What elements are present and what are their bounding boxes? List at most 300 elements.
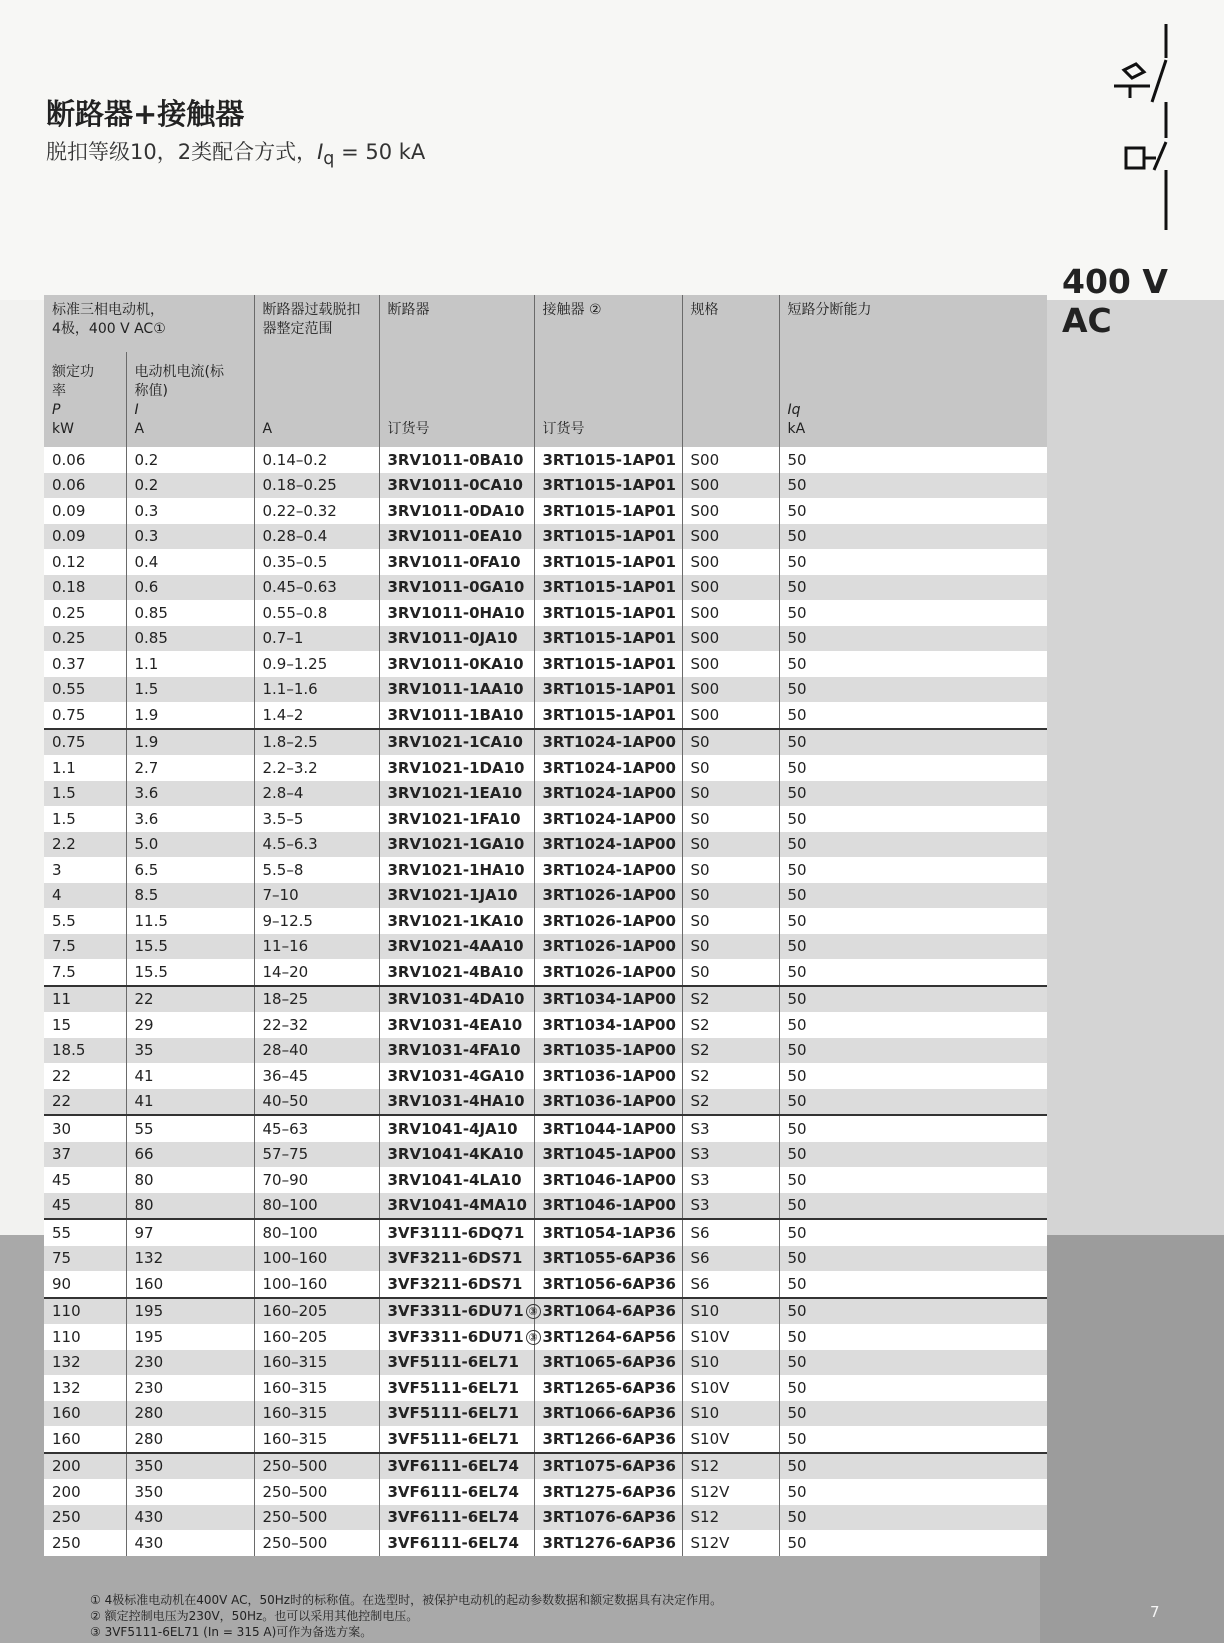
power-cell-text: 250 bbox=[52, 1533, 81, 1552]
breaker-cell bbox=[379, 959, 534, 986]
contactor-cell-text: 3RT1055-6AP36 bbox=[542, 1249, 676, 1268]
range-cell-text: 160–205 bbox=[262, 1302, 328, 1321]
current-cell-text: 80 bbox=[134, 1170, 154, 1189]
breaker-cell-text: 3VF5111-6EL71 bbox=[387, 1353, 519, 1372]
range-cell-text: 22–32 bbox=[262, 1015, 309, 1034]
power-cell bbox=[44, 1271, 126, 1298]
size-cell bbox=[682, 1038, 779, 1064]
breaker-cell bbox=[379, 908, 534, 934]
header-range-text: 断路器过载脱扣器整定范围 bbox=[262, 302, 361, 337]
short-circuit-cell-text: 50 bbox=[787, 1302, 807, 1321]
table-row bbox=[44, 729, 1047, 756]
power-cell-text: 160 bbox=[52, 1429, 81, 1448]
contactor-cell-text: 3RT1024-1AP00 bbox=[542, 860, 676, 879]
table-row bbox=[44, 1530, 1047, 1556]
size-cell bbox=[682, 1375, 779, 1401]
contactor-cell-text: 3RT1064-6AP36 bbox=[542, 1302, 676, 1321]
table-row bbox=[44, 806, 1047, 832]
footnote-ref: ③ bbox=[526, 1304, 541, 1319]
contactor-cell bbox=[534, 1298, 682, 1325]
power-cell bbox=[44, 781, 126, 807]
range-cell bbox=[254, 575, 379, 601]
current-cell bbox=[126, 806, 254, 832]
power-cell bbox=[44, 549, 126, 575]
header-contactor-note: ② bbox=[588, 302, 602, 318]
contactor-cell-text: 3RT1054-1AP36 bbox=[542, 1223, 676, 1242]
short-circuit-cell-text: 50 bbox=[787, 1429, 807, 1448]
range-cell-text: 160–315 bbox=[262, 1404, 328, 1423]
power-cell-text: 55 bbox=[52, 1223, 72, 1242]
short-circuit-cell bbox=[779, 702, 1047, 729]
breaker-cell-text: 3RV1021-4AA10 bbox=[387, 937, 524, 956]
current-cell bbox=[126, 600, 254, 626]
size-cell-text: S3 bbox=[690, 1170, 710, 1189]
range-cell bbox=[254, 1479, 379, 1505]
current-cell-text: 29 bbox=[134, 1015, 154, 1034]
power-cell-text: 75 bbox=[52, 1249, 72, 1268]
size-cell-text: S00 bbox=[690, 705, 720, 724]
contactor-cell bbox=[534, 1271, 682, 1298]
size-cell-text: S10V bbox=[690, 1429, 730, 1448]
contactor-cell bbox=[534, 549, 682, 575]
current-cell-text: 0.85 bbox=[134, 603, 168, 622]
size-cell bbox=[682, 1089, 779, 1116]
contactor-cell bbox=[534, 1246, 682, 1272]
range-cell bbox=[254, 755, 379, 781]
table-row bbox=[44, 498, 1047, 524]
power-cell bbox=[44, 1426, 126, 1453]
power-cell-text: 45 bbox=[52, 1196, 72, 1215]
current-cell bbox=[126, 1453, 254, 1480]
current-cell bbox=[126, 1426, 254, 1453]
size-cell bbox=[682, 1219, 779, 1246]
breaker-cell-text: 3RV1041-4MA10 bbox=[387, 1196, 527, 1215]
range-cell bbox=[254, 549, 379, 575]
short-circuit-cell-text: 50 bbox=[787, 1404, 807, 1423]
range-cell-text: 0.18–0.25 bbox=[262, 476, 337, 495]
size-cell bbox=[682, 626, 779, 652]
breaker-cell-text: 3RV1021-1CA10 bbox=[387, 733, 523, 752]
size-cell-text: S6 bbox=[690, 1249, 710, 1268]
breaker-cell-text: 3RV1021-1GA10 bbox=[387, 835, 525, 854]
breaker-cell-text: 3RV1031-4DA10 bbox=[387, 990, 525, 1009]
size-cell-text: S0 bbox=[690, 835, 710, 854]
breaker-cell-text: 3RV1011-0BA10 bbox=[387, 450, 524, 469]
table-row bbox=[44, 1271, 1047, 1298]
size-cell bbox=[682, 575, 779, 601]
short-circuit-cell bbox=[779, 1142, 1047, 1168]
contactor-cell-text: 3RT1024-1AP00 bbox=[542, 809, 676, 828]
power-cell-text: 1.5 bbox=[52, 784, 76, 803]
contactor-cell bbox=[534, 1142, 682, 1168]
size-cell bbox=[682, 447, 779, 473]
contactor-cell-text: 3RT1026-1AP00 bbox=[542, 886, 676, 905]
short-circuit-cell bbox=[779, 1530, 1047, 1556]
power-cell bbox=[44, 934, 126, 960]
table-row bbox=[44, 549, 1047, 575]
current-cell bbox=[126, 729, 254, 756]
power-cell bbox=[44, 1115, 126, 1142]
size-cell bbox=[682, 934, 779, 960]
range-cell bbox=[254, 857, 379, 883]
range-cell bbox=[254, 1375, 379, 1401]
breaker-cell-text: 3VF6111-6EL74 bbox=[387, 1508, 519, 1527]
current-cell bbox=[126, 473, 254, 499]
power-cell bbox=[44, 677, 126, 703]
contactor-cell bbox=[534, 934, 682, 960]
power-cell bbox=[44, 702, 126, 729]
current-cell-text: 0.4 bbox=[134, 552, 159, 571]
breaker-cell-text: 3RV1021-1EA10 bbox=[387, 784, 523, 803]
range-cell bbox=[254, 959, 379, 986]
short-circuit-cell bbox=[779, 575, 1047, 601]
current-cell-text: 1.5 bbox=[134, 680, 159, 699]
breaker-cell bbox=[379, 1375, 534, 1401]
short-circuit-cell bbox=[779, 781, 1047, 807]
contactor-cell-text: 3RT1015-1AP01 bbox=[542, 578, 676, 597]
size-cell-text: S0 bbox=[690, 809, 710, 828]
size-cell-text: S2 bbox=[690, 990, 710, 1009]
contactor-cell-text: 3RT1035-1AP00 bbox=[542, 1041, 676, 1060]
range-cell-text: 250–500 bbox=[262, 1482, 328, 1501]
size-cell-text: S12 bbox=[690, 1508, 720, 1527]
table-row bbox=[44, 959, 1047, 986]
short-circuit-cell bbox=[779, 1115, 1047, 1142]
current-cell bbox=[126, 1324, 254, 1350]
power-cell bbox=[44, 1401, 126, 1427]
breaker-cell-text: 3RV1021-1JA10 bbox=[387, 886, 518, 905]
power-cell bbox=[44, 1193, 126, 1220]
power-cell-text: 110 bbox=[52, 1302, 81, 1321]
range-cell-text: 7–10 bbox=[262, 886, 299, 905]
contactor-cell-text: 3RT1015-1AP01 bbox=[542, 654, 676, 673]
power-cell bbox=[44, 1038, 126, 1064]
contactor-cell bbox=[534, 1219, 682, 1246]
range-cell-text: 14–20 bbox=[262, 962, 309, 981]
breaker-cell-text: 3RV1041-4KA10 bbox=[387, 1145, 524, 1164]
breaker-cell bbox=[379, 626, 534, 652]
table-row bbox=[44, 1115, 1047, 1142]
header-breaker-text: 断路器 bbox=[387, 302, 430, 318]
contactor-cell-text: 3RT1026-1AP00 bbox=[542, 911, 676, 930]
header-motor bbox=[44, 295, 254, 352]
breaker-cell-text: 3RV1021-1KA10 bbox=[387, 911, 524, 930]
range-cell-text: 0.55–0.8 bbox=[262, 603, 328, 622]
power-cell-text: 45 bbox=[52, 1170, 72, 1189]
range-cell bbox=[254, 1193, 379, 1220]
contactor-cell-text: 3RT1046-1AP00 bbox=[542, 1170, 676, 1189]
breaker-cell bbox=[379, 524, 534, 550]
range-cell-text: 1.4–2 bbox=[262, 705, 304, 724]
size-cell bbox=[682, 549, 779, 575]
contactor-cell-text: 3RT1024-1AP00 bbox=[542, 784, 676, 803]
range-cell bbox=[254, 1142, 379, 1168]
subtitle-sub: q bbox=[323, 149, 335, 170]
short-circuit-cell-text: 50 bbox=[787, 835, 807, 854]
breaker-cell bbox=[379, 600, 534, 626]
current-cell-text: 55 bbox=[134, 1119, 154, 1138]
contactor-cell bbox=[534, 1167, 682, 1193]
range-cell bbox=[254, 729, 379, 756]
short-circuit-cell-text: 50 bbox=[787, 450, 807, 469]
table-row bbox=[44, 473, 1047, 499]
current-cell bbox=[126, 626, 254, 652]
breaker-cell-text: 3RV1011-0KA10 bbox=[387, 654, 524, 673]
current-cell-text: 0.2 bbox=[134, 450, 159, 469]
breaker-cell bbox=[379, 1115, 534, 1142]
power-cell bbox=[44, 498, 126, 524]
breaker-cell bbox=[379, 1271, 534, 1298]
short-circuit-cell-text: 50 bbox=[787, 501, 807, 520]
contactor-cell-text: 3RT1046-1AP00 bbox=[542, 1196, 676, 1215]
contactor-cell bbox=[534, 755, 682, 781]
range-cell-text: 57–75 bbox=[262, 1145, 309, 1164]
size-cell bbox=[682, 1167, 779, 1193]
power-cell-text: 7.5 bbox=[52, 962, 76, 981]
size-cell bbox=[682, 1401, 779, 1427]
power-cell-text: 0.09 bbox=[52, 527, 86, 546]
power-cell bbox=[44, 959, 126, 986]
short-circuit-cell-text: 50 bbox=[787, 1274, 807, 1293]
table-row bbox=[44, 677, 1047, 703]
short-circuit-cell bbox=[779, 1375, 1047, 1401]
short-circuit-cell bbox=[779, 1063, 1047, 1089]
power-cell bbox=[44, 1324, 126, 1350]
contactor-cell-text: 3RT1275-6AP36 bbox=[542, 1482, 676, 1501]
contactor-cell bbox=[534, 832, 682, 858]
short-circuit-cell-text: 50 bbox=[787, 476, 807, 495]
range-cell bbox=[254, 1426, 379, 1453]
contactor-cell-text: 3RT1056-6AP36 bbox=[542, 1274, 676, 1293]
contactor-cell bbox=[534, 1530, 682, 1556]
range-cell-text: 0.9–1.25 bbox=[262, 654, 328, 673]
short-circuit-cell bbox=[779, 1298, 1047, 1325]
table-body bbox=[44, 447, 1047, 1556]
range-cell bbox=[254, 1246, 379, 1272]
header-current-unit: A bbox=[134, 421, 145, 437]
current-cell-text: 11.5 bbox=[134, 911, 168, 930]
size-cell-text: S0 bbox=[690, 733, 710, 752]
short-circuit-cell-text: 50 bbox=[787, 1327, 807, 1346]
short-circuit-cell-text: 50 bbox=[787, 654, 807, 673]
contactor-cell-text: 3RT1015-1AP01 bbox=[542, 629, 676, 648]
range-cell-text: 250–500 bbox=[262, 1533, 328, 1552]
breaker-cell bbox=[379, 1479, 534, 1505]
current-cell-text: 41 bbox=[134, 1066, 154, 1085]
breaker-cell-text: 3RV1021-4BA10 bbox=[387, 962, 524, 981]
current-cell bbox=[126, 1167, 254, 1193]
breaker-cell bbox=[379, 1350, 534, 1376]
breaker-contactor-symbol-icon bbox=[1110, 20, 1180, 235]
subtitle-prefix: 脱扣等级10，2类配合方式， bbox=[46, 140, 318, 164]
table-row bbox=[44, 1453, 1047, 1480]
contactor-cell-text: 3RT1075-6AP36 bbox=[542, 1457, 676, 1476]
current-cell-text: 80 bbox=[134, 1196, 154, 1215]
current-cell-text: 280 bbox=[134, 1429, 164, 1448]
short-circuit-cell bbox=[779, 1401, 1047, 1427]
table-row bbox=[44, 1246, 1047, 1272]
size-cell-text: S0 bbox=[690, 911, 710, 930]
current-cell-text: 3.6 bbox=[134, 809, 159, 828]
power-cell bbox=[44, 447, 126, 473]
footnotes bbox=[90, 1592, 722, 1640]
breaker-cell bbox=[379, 832, 534, 858]
size-cell-text: S3 bbox=[690, 1119, 710, 1138]
breaker-cell bbox=[379, 575, 534, 601]
size-cell-text: S00 bbox=[690, 578, 720, 597]
contactor-cell bbox=[534, 575, 682, 601]
short-circuit-cell-text: 50 bbox=[787, 629, 807, 648]
power-cell-text: 18.5 bbox=[52, 1041, 86, 1060]
range-cell bbox=[254, 1167, 379, 1193]
short-circuit-cell bbox=[779, 524, 1047, 550]
contactor-cell-text: 3RT1015-1AP01 bbox=[542, 603, 676, 622]
short-circuit-cell-text: 50 bbox=[787, 1249, 807, 1268]
voltage-badge: 400 V AC bbox=[1062, 262, 1168, 340]
contactor-cell bbox=[534, 1426, 682, 1453]
current-cell bbox=[126, 1375, 254, 1401]
size-cell bbox=[682, 1012, 779, 1038]
table-row bbox=[44, 651, 1047, 677]
power-cell-text: 4 bbox=[52, 886, 62, 905]
header-short-text: 短路分断能力 bbox=[787, 302, 872, 318]
power-cell-text: 0.25 bbox=[52, 629, 86, 648]
contactor-cell bbox=[534, 959, 682, 986]
current-cell bbox=[126, 1038, 254, 1064]
short-circuit-cell-text: 50 bbox=[787, 911, 807, 930]
size-cell-text: S00 bbox=[690, 476, 720, 495]
current-cell bbox=[126, 1350, 254, 1376]
range-cell-text: 0.7–1 bbox=[262, 629, 304, 648]
range-cell-text: 100–160 bbox=[262, 1249, 328, 1268]
contactor-cell bbox=[534, 1193, 682, 1220]
range-cell bbox=[254, 498, 379, 524]
power-cell-text: 132 bbox=[52, 1353, 81, 1372]
short-circuit-cell-text: 50 bbox=[787, 1066, 807, 1085]
breaker-cell bbox=[379, 1193, 534, 1220]
right-margin-band-lower bbox=[1040, 1235, 1224, 1643]
current-cell bbox=[126, 934, 254, 960]
range-cell bbox=[254, 447, 379, 473]
current-cell bbox=[126, 702, 254, 729]
header-power-unit: kW bbox=[52, 421, 74, 437]
header-short-units bbox=[788, 401, 806, 439]
table-row bbox=[44, 1167, 1047, 1193]
range-cell bbox=[254, 1298, 379, 1325]
power-cell bbox=[44, 1530, 126, 1556]
power-cell-text: 1.1 bbox=[52, 758, 76, 777]
current-cell bbox=[126, 1193, 254, 1220]
size-cell bbox=[682, 1298, 779, 1325]
current-cell-text: 41 bbox=[134, 1092, 154, 1111]
table-row bbox=[44, 1193, 1047, 1220]
power-cell bbox=[44, 651, 126, 677]
current-cell bbox=[126, 1401, 254, 1427]
table-row bbox=[44, 1219, 1047, 1246]
page-number: 7 bbox=[1150, 1603, 1160, 1621]
contactor-cell bbox=[534, 1350, 682, 1376]
contactor-cell-text: 3RT1024-1AP00 bbox=[542, 835, 676, 854]
breaker-cell bbox=[379, 498, 534, 524]
size-cell-text: S00 bbox=[690, 527, 720, 546]
header-contactor-text: 接触器 bbox=[542, 302, 585, 318]
header-power bbox=[44, 352, 126, 447]
breaker-cell-text: 3RV1011-0JA10 bbox=[387, 629, 518, 648]
size-cell bbox=[682, 677, 779, 703]
power-cell bbox=[44, 1505, 126, 1531]
range-cell bbox=[254, 986, 379, 1013]
current-cell bbox=[126, 1479, 254, 1505]
range-cell bbox=[254, 883, 379, 909]
size-cell-text: S0 bbox=[690, 962, 710, 981]
short-circuit-cell bbox=[779, 1479, 1047, 1505]
table-row bbox=[44, 857, 1047, 883]
size-cell-text: S12V bbox=[690, 1533, 730, 1552]
power-cell-text: 110 bbox=[52, 1327, 81, 1346]
short-circuit-cell-text: 50 bbox=[787, 758, 807, 777]
size-cell bbox=[682, 600, 779, 626]
power-cell-text: 0.25 bbox=[52, 603, 86, 622]
range-cell-text: 3.5–5 bbox=[262, 809, 304, 828]
power-cell bbox=[44, 986, 126, 1013]
short-circuit-cell-text: 50 bbox=[787, 990, 807, 1009]
power-cell-text: 1.5 bbox=[52, 809, 76, 828]
power-cell bbox=[44, 524, 126, 550]
current-cell bbox=[126, 1219, 254, 1246]
current-cell bbox=[126, 677, 254, 703]
current-cell-text: 350 bbox=[134, 1457, 164, 1476]
contactor-cell-text: 3RT1034-1AP00 bbox=[542, 1015, 676, 1034]
current-cell-text: 160 bbox=[134, 1274, 164, 1293]
short-circuit-cell-text: 50 bbox=[787, 578, 807, 597]
current-cell-text: 15.5 bbox=[134, 937, 168, 956]
range-cell bbox=[254, 524, 379, 550]
contactor-cell-text: 3RT1036-1AP00 bbox=[542, 1092, 676, 1111]
range-cell-text: 45–63 bbox=[262, 1119, 309, 1138]
short-circuit-cell-text: 50 bbox=[787, 1457, 807, 1476]
table-row bbox=[44, 524, 1047, 550]
size-cell bbox=[682, 651, 779, 677]
short-circuit-cell-text: 50 bbox=[787, 1015, 807, 1034]
range-cell-text: 0.28–0.4 bbox=[262, 527, 328, 546]
current-cell-text: 1.9 bbox=[134, 733, 159, 752]
breaker-cell-text: 3RV1031-4EA10 bbox=[387, 1015, 523, 1034]
size-cell bbox=[682, 729, 779, 756]
short-circuit-cell bbox=[779, 1426, 1047, 1453]
range-cell-text: 40–50 bbox=[262, 1092, 309, 1111]
size-cell-text: S3 bbox=[690, 1196, 710, 1215]
header-current bbox=[126, 352, 254, 447]
header-breaker bbox=[379, 295, 534, 447]
breaker-cell-text: 3RV1021-1HA10 bbox=[387, 860, 525, 879]
short-circuit-cell-text: 50 bbox=[787, 1482, 807, 1501]
range-cell-text: 28–40 bbox=[262, 1041, 309, 1060]
size-cell bbox=[682, 1063, 779, 1089]
contactor-cell bbox=[534, 651, 682, 677]
current-cell-text: 22 bbox=[134, 990, 154, 1009]
range-cell-text: 160–315 bbox=[262, 1378, 328, 1397]
table-row bbox=[44, 626, 1047, 652]
breaker-cell bbox=[379, 549, 534, 575]
size-cell-text: S00 bbox=[690, 603, 720, 622]
current-cell bbox=[126, 986, 254, 1013]
current-cell-text: 35 bbox=[134, 1041, 154, 1060]
size-cell bbox=[682, 498, 779, 524]
range-cell-text: 160–315 bbox=[262, 1353, 328, 1372]
contactor-cell-text: 3RT1015-1AP01 bbox=[542, 680, 676, 699]
size-cell-text: S10 bbox=[690, 1302, 720, 1321]
range-cell bbox=[254, 1505, 379, 1531]
